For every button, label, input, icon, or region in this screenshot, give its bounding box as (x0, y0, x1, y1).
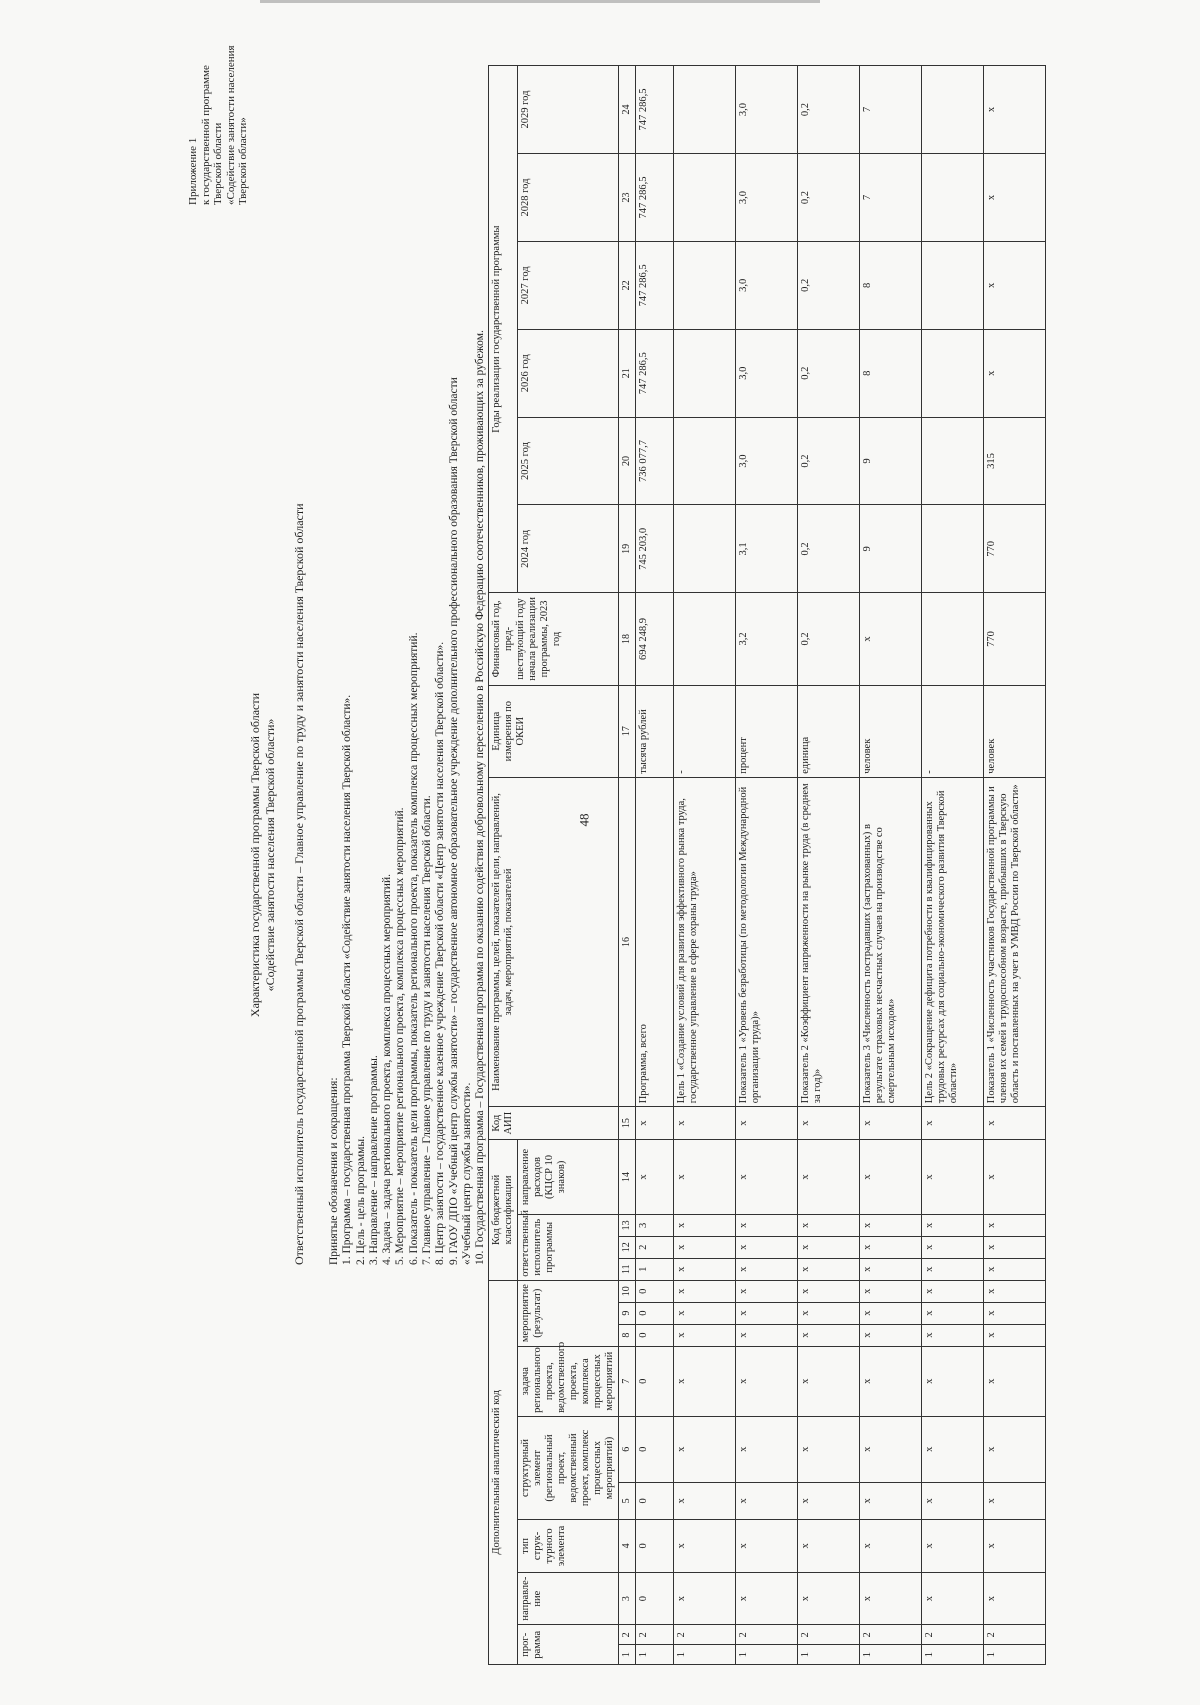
header-year: 2029 год (518, 66, 619, 154)
column-number: 2 (619, 1625, 636, 1645)
year-value-cell: 0,2 (798, 505, 860, 593)
header-aip: Код АИП (489, 1107, 619, 1140)
code-cell: 3 (636, 1214, 674, 1236)
column-number: 22 (619, 241, 636, 329)
code-cell: х (984, 1346, 1046, 1416)
header-measure: мероприятие (результат) (518, 1280, 619, 1346)
code-cell: х (736, 1482, 798, 1519)
table-row (636, 66, 674, 1665)
table-row (922, 66, 984, 1665)
header-unit: Единица измерения по ОКЕИ (489, 685, 619, 777)
code-cell: 0 (636, 1346, 674, 1416)
year-value-cell: х (984, 154, 1046, 242)
appendix-line-3: «Содействие занятости населения Тверской области» (224, 45, 249, 205)
code-cell: х (674, 1520, 736, 1573)
code-cell: х (984, 1140, 1046, 1215)
code-cell: х (798, 1482, 860, 1519)
code-cell: х (860, 1324, 922, 1346)
column-number: 12 (619, 1236, 636, 1258)
code-cell: х (984, 1572, 1046, 1625)
code-cell: х (736, 1324, 798, 1346)
code-cell: 1 (922, 1645, 984, 1665)
code-cell: 2 (736, 1625, 798, 1645)
year-value-cell: 745 203,0 (636, 505, 674, 593)
column-number: 24 (619, 66, 636, 154)
code-cell: х (860, 1258, 922, 1280)
column-number: 17 (619, 685, 636, 777)
code-cell: х (798, 1107, 860, 1140)
code-cell: х (984, 1107, 1046, 1140)
code-cell: х (736, 1280, 798, 1302)
code-cell: 0 (636, 1324, 674, 1346)
abbreviation-item: 8. Центр занятости – государственное казенное учреждение Тверской области «Центр занятости населения Тверской области». (434, 641, 447, 1265)
table-row (984, 66, 1046, 1665)
base-year-cell (674, 593, 736, 685)
abbreviation-item: 10. Государственная программа – Государственная программа по оказанию содействия добровольному переселению в Российскую Федерацию соотечественников, проживающих за рубежом. (474, 330, 487, 1265)
code-cell: х (984, 1258, 1046, 1280)
column-number: 13 (619, 1214, 636, 1236)
base-year-cell: 694 248,9 (636, 593, 674, 685)
code-cell: х (860, 1302, 922, 1324)
year-value-cell (674, 329, 736, 417)
base-year-cell: 770 (984, 593, 1046, 685)
code-cell: х (922, 1258, 984, 1280)
code-cell: 2 (636, 1236, 674, 1258)
year-value-cell: 315 (984, 417, 1046, 505)
code-cell: х (860, 1236, 922, 1258)
year-value-cell (674, 505, 736, 593)
column-number: 5 (619, 1482, 636, 1519)
name-cell: Показатель 3 «Численность пострадавших (застрахованных) в результате страховых несчастных случаев на производстве со смертельным исходом» (860, 777, 922, 1106)
code-cell: х (736, 1258, 798, 1280)
code-cell: х (674, 1236, 736, 1258)
code-cell: х (984, 1236, 1046, 1258)
column-number: 10 (619, 1280, 636, 1302)
year-value-cell: 0,2 (798, 241, 860, 329)
code-cell: х (736, 1302, 798, 1324)
abbreviations-list (328, 85, 488, 1265)
name-cell: Программа, всего (636, 777, 674, 1106)
code-cell: 0 (636, 1520, 674, 1573)
unit-cell: тысяча рублей (636, 685, 674, 777)
unit-cell: процент (736, 685, 798, 777)
year-value-cell: 7 (860, 66, 922, 154)
column-number: 18 (619, 593, 636, 685)
code-cell: х (922, 1236, 984, 1258)
code-cell: х (860, 1140, 922, 1215)
code-cell: х (922, 1140, 984, 1215)
page-number: 48 (576, 813, 592, 827)
code-cell: х (860, 1346, 922, 1416)
code-cell: х (798, 1346, 860, 1416)
year-value-cell: 9 (860, 417, 922, 505)
abbreviation-item: «Учебный центр службы занятости». (460, 1082, 473, 1265)
code-cell: х (674, 1482, 736, 1519)
code-cell: х (984, 1482, 1046, 1519)
code-cell: х (798, 1572, 860, 1625)
code-cell: х (984, 1280, 1046, 1302)
header-year: 2025 год (518, 417, 619, 505)
header-base-year: Финансовый год, пред- шествующий году начала реализации программы, 2023 год (489, 593, 619, 685)
code-cell: 1 (636, 1258, 674, 1280)
column-number-row (619, 66, 636, 1665)
program-table (488, 65, 1046, 1665)
code-cell: х (922, 1346, 984, 1416)
code-cell: х (922, 1482, 984, 1519)
header-program: прог- рамма (518, 1625, 619, 1665)
year-value-cell: 8 (860, 329, 922, 417)
abbreviation-item: 5. Мероприятие – мероприятие регионального проекта, комплекса процессных мероприятий. (394, 807, 407, 1265)
name-cell: Показатель 1 «Численность участников Государственной программы и членов их семей в трудоспособном возрасте, прибывших в Тверскую область и поставленных на учет в УМВД России по Тверской области» (984, 777, 1046, 1106)
year-value-cell: 0,2 (798, 66, 860, 154)
year-value-cell: 3,0 (736, 417, 798, 505)
code-cell: х (736, 1520, 798, 1573)
year-value-cell: 7 (860, 154, 922, 242)
year-value-cell: 9 (860, 505, 922, 593)
rotated-document (0, 45, 1200, 1705)
abbreviation-item: 1. Программа – государственная программа Тверской области «Содействие занятости населения Тверской области». (341, 694, 354, 1265)
code-cell: х (860, 1280, 922, 1302)
column-number: 19 (619, 505, 636, 593)
code-cell: х (674, 1572, 736, 1625)
code-cell: 1 (636, 1645, 674, 1665)
code-cell: х (636, 1107, 674, 1140)
abbreviations-heading: Принятые обозначения и сокращения: (328, 1077, 340, 1265)
column-number: 1 (619, 1645, 636, 1665)
code-cell: 2 (922, 1625, 984, 1645)
column-number: 8 (619, 1324, 636, 1346)
code-cell: х (922, 1324, 984, 1346)
scan-edge-line (260, 0, 820, 3)
year-value-cell: 747 286,5 (636, 66, 674, 154)
code-cell: 2 (860, 1625, 922, 1645)
header-years: Годы реализации государственной программы (489, 66, 518, 593)
code-cell: х (798, 1520, 860, 1573)
column-number: 23 (619, 154, 636, 242)
year-value-cell (674, 241, 736, 329)
column-number: 11 (619, 1258, 636, 1280)
code-cell: 1 (860, 1645, 922, 1665)
code-cell: 2 (636, 1625, 674, 1645)
code-cell: 1 (984, 1645, 1046, 1665)
abbreviation-item: 6. Показатель - показатель цели программы, показатель регионального проекта, показатель комплекса процессных мероприятий. (407, 632, 420, 1265)
unit-cell: единица (798, 685, 860, 777)
header-year: 2026 год (518, 329, 619, 417)
code-cell: х (674, 1324, 736, 1346)
code-cell: х (922, 1572, 984, 1625)
year-value-cell: 0,2 (798, 154, 860, 242)
year-value-cell: х (984, 66, 1046, 154)
code-cell: х (736, 1346, 798, 1416)
title-line-1: Характеристика государственной программы Тверской области (248, 692, 262, 1018)
column-number: 16 (619, 777, 636, 1106)
year-value-cell: 3,1 (736, 505, 798, 593)
unit-cell: - (674, 685, 736, 777)
code-cell: х (674, 1416, 736, 1482)
name-cell: Показатель 2 «Коэффициент напряженности на рынке труда (в среднем за год)» (798, 777, 860, 1106)
header-year: 2027 год (518, 241, 619, 329)
header-budget-code: Код бюджетной классификации (489, 1140, 518, 1281)
code-cell: 2 (798, 1625, 860, 1645)
code-cell: х (736, 1214, 798, 1236)
code-cell: х (984, 1324, 1046, 1346)
code-cell: х (860, 1107, 922, 1140)
table-row (798, 66, 860, 1665)
header-year: 2028 год (518, 154, 619, 242)
code-cell: 0 (636, 1302, 674, 1324)
code-cell: х (984, 1416, 1046, 1482)
header-row (489, 66, 518, 1665)
code-cell: х (860, 1520, 922, 1573)
code-cell: х (798, 1416, 860, 1482)
code-cell: х (674, 1214, 736, 1236)
code-cell: 1 (674, 1645, 736, 1665)
code-cell: х (674, 1258, 736, 1280)
code-cell: х (736, 1107, 798, 1140)
code-cell: х (984, 1520, 1046, 1573)
code-cell: х (674, 1280, 736, 1302)
code-cell: х (922, 1280, 984, 1302)
header-additional-code: Дополнительный аналитический код (489, 1280, 518, 1664)
unit-cell: человек (860, 685, 922, 777)
header-structural-element: структурный элемент (региональный проект, ведомственный проект, комплекс процессных мероприятий) (518, 1416, 619, 1519)
code-cell: х (798, 1258, 860, 1280)
year-value-cell (922, 417, 984, 505)
abbreviation-item: 7. Главное управление – Главное управление по труду и занятости населения Тверской области. (421, 795, 434, 1265)
table-row (674, 66, 736, 1665)
header-task: задача регионального проекта, ведомственного проекта, комплекса процессных мероприятий (518, 1346, 619, 1416)
code-cell: 0 (636, 1280, 674, 1302)
abbreviation-item: 9. ГАОУ ДПО «Учебный центр службы занятости» – государственное автономное образовательное учреждение дополнительного профессионального образования Тверской области (447, 377, 460, 1265)
abbreviations-items (341, 85, 487, 1265)
year-value-cell: 747 286,5 (636, 329, 674, 417)
year-value-cell: 747 286,5 (636, 241, 674, 329)
code-cell: х (798, 1214, 860, 1236)
header-direction: направле- ние (518, 1572, 619, 1625)
header-name: Наименование программы, целей, показателей цели, направлений, задач, мероприятий, показателей (489, 777, 619, 1106)
column-number: 9 (619, 1302, 636, 1324)
base-year-cell: 3,2 (736, 593, 798, 685)
year-value-cell (922, 241, 984, 329)
code-cell: х (922, 1416, 984, 1482)
code-cell: х (798, 1140, 860, 1215)
code-cell: х (798, 1280, 860, 1302)
code-cell: х (984, 1214, 1046, 1236)
abbreviation-item: 2. Цель - цель программы. (354, 1136, 367, 1265)
name-cell: Цель 1 «Создание условий для развития эффективного рынка труда, государственное управление в сфере охраны труда» (674, 777, 736, 1106)
code-cell: х (860, 1416, 922, 1482)
code-cell: 0 (636, 1572, 674, 1625)
code-cell: х (860, 1572, 922, 1625)
code-cell: 2 (984, 1625, 1046, 1645)
year-value-cell: 3,0 (736, 154, 798, 242)
header-year: 2024 год (518, 505, 619, 593)
unit-cell: человек (984, 685, 1046, 777)
code-cell: х (922, 1520, 984, 1573)
year-value-cell: 736 077,7 (636, 417, 674, 505)
year-value-cell (674, 417, 736, 505)
name-cell: Показатель 1 «Уровень безработицы (по методологии Международной организации труда)» (736, 777, 798, 1106)
code-cell: х (860, 1482, 922, 1519)
base-year-cell: х (860, 593, 922, 685)
header-kcsr: направление расходов (КЦСР 10 знаков) (518, 1140, 619, 1215)
code-cell: 2 (674, 1625, 736, 1645)
year-value-cell (674, 154, 736, 242)
year-value-cell: х (984, 329, 1046, 417)
header-executor: ответственный исполнитель программы (518, 1214, 619, 1280)
column-number: 4 (619, 1520, 636, 1573)
document-title (248, 525, 277, 1185)
year-value-cell: 0,2 (798, 417, 860, 505)
year-value-cell (922, 154, 984, 242)
appendix-line-2: к государственной программе Тверской области (199, 65, 224, 205)
code-cell: х (798, 1302, 860, 1324)
code-cell: х (798, 1236, 860, 1258)
column-number: 14 (619, 1140, 636, 1215)
year-value-cell: 747 286,5 (636, 154, 674, 242)
code-cell: х (922, 1107, 984, 1140)
title-line-2: «Содействие занятости населения Тверской области» (262, 718, 277, 992)
year-value-cell (674, 66, 736, 154)
column-number: 3 (619, 1572, 636, 1625)
unit-cell: - (922, 685, 984, 777)
column-number: 15 (619, 1107, 636, 1140)
year-value-cell: 0,2 (798, 329, 860, 417)
name-cell: Цель 2 «Сокращение дефицита потребности в квалифицированных трудовых ресурсах для социально-экономического развития Тверской области» (922, 777, 984, 1106)
header-element-type: тип струк- турного элемента (518, 1520, 619, 1573)
year-value-cell: 3,0 (736, 66, 798, 154)
column-number: 21 (619, 329, 636, 417)
table-row (736, 66, 798, 1665)
code-cell: х (860, 1214, 922, 1236)
year-value-cell: х (984, 241, 1046, 329)
code-cell: х (674, 1346, 736, 1416)
code-cell: х (674, 1140, 736, 1215)
appendix-line-1: Приложение 1 (187, 137, 199, 205)
code-cell: 0 (636, 1416, 674, 1482)
column-number: 7 (619, 1346, 636, 1416)
table-row (860, 66, 922, 1665)
year-value-cell (922, 66, 984, 154)
abbreviation-item: 3. Направление – направление программы. (367, 1055, 380, 1265)
year-value-cell: 770 (984, 505, 1046, 593)
column-number: 6 (619, 1416, 636, 1482)
code-cell: х (736, 1416, 798, 1482)
appendix-heading (187, 45, 250, 205)
year-value-cell: 3,0 (736, 329, 798, 417)
year-value-cell (922, 329, 984, 417)
code-cell: х (674, 1302, 736, 1324)
code-cell: х (922, 1214, 984, 1236)
base-year-cell: 0,2 (798, 593, 860, 685)
column-number: 20 (619, 417, 636, 505)
year-value-cell: 3,0 (736, 241, 798, 329)
code-cell: х (798, 1324, 860, 1346)
abbreviation-item: 4. Задача – задача регионального проекта, комплекса процессных мероприятий. (381, 874, 394, 1265)
code-cell: 1 (736, 1645, 798, 1665)
year-value-cell: 8 (860, 241, 922, 329)
year-value-cell (922, 505, 984, 593)
responsible-executor: Ответственный исполнитель государственной программы Тверской области – Главное управление по труду и занятости населения Тверской области (292, 503, 306, 1265)
code-cell: 1 (798, 1645, 860, 1665)
code-cell: х (636, 1140, 674, 1215)
code-cell: х (674, 1107, 736, 1140)
code-cell: х (736, 1236, 798, 1258)
code-cell: 0 (636, 1482, 674, 1519)
code-cell: х (922, 1302, 984, 1324)
base-year-cell (922, 593, 984, 685)
code-cell: х (736, 1572, 798, 1625)
code-cell: х (984, 1302, 1046, 1324)
code-cell: х (736, 1140, 798, 1215)
